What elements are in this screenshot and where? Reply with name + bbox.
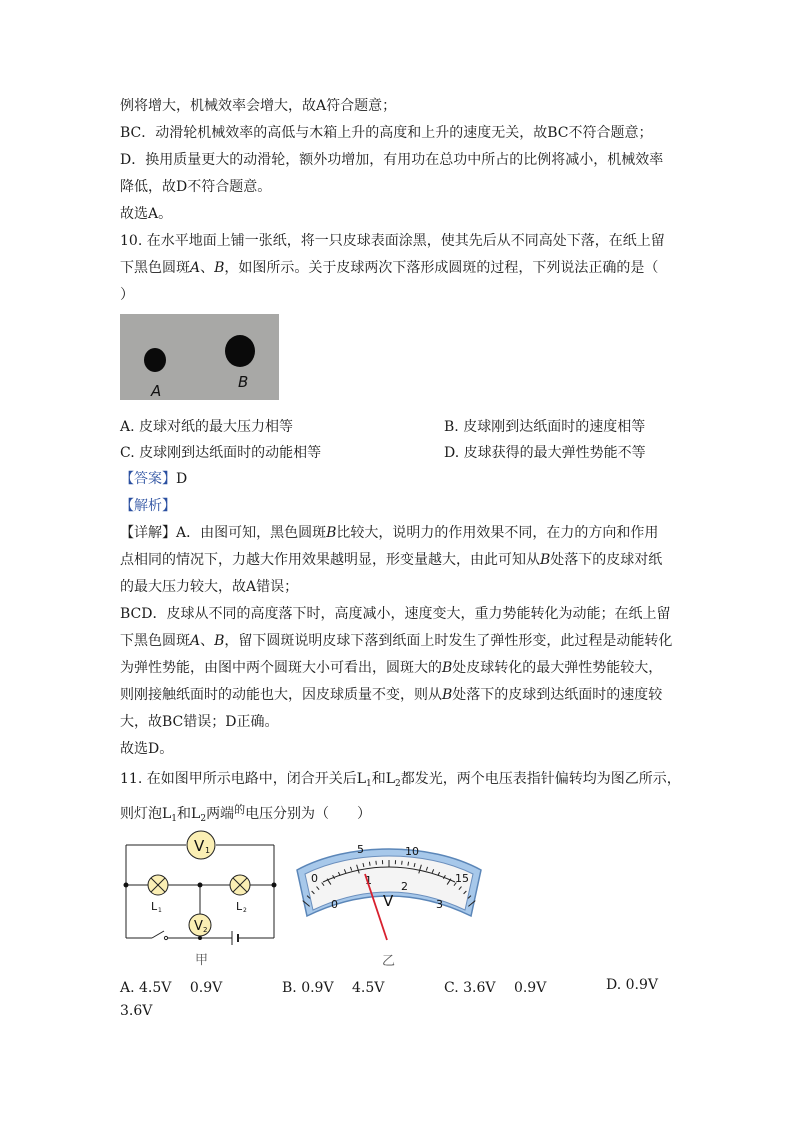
prev-line-3: D．换用质量更大的动滑轮，额外功增加，有用功在总功中所占的比例将减小，机械效率: [120, 152, 664, 168]
spot-a-label: A: [151, 382, 162, 400]
q10-detail-5: 下黑色圆斑A、B，留下圆斑说明皮球下落到纸面上时发生了弹性形变，此过程是动能转化: [120, 633, 673, 649]
lower-tick-0: 0: [331, 898, 338, 911]
spot-b: [225, 335, 255, 367]
svg-text:1: 1: [205, 846, 211, 855]
q11-stem-2: 则灯泡$L_1$和$L_2$两端$^的$电压分别为（ ）: [120, 803, 372, 824]
lamp-l2: [230, 875, 250, 895]
fig-jia-caption: 甲: [195, 953, 209, 968]
q11-option-a[interactable]: A. 4.5V 0.9V: [120, 980, 223, 996]
q10-option-d[interactable]: D. 皮球获得的最大弹性势能不等: [444, 445, 646, 461]
lower-tick-1: 1: [365, 874, 372, 887]
circuit-diagram: [120, 828, 282, 968]
q10-stem-1: 10. 在水平地面上铺一张纸，将一只皮球表面涂黑，使其先后从不同高处下落，在纸上留: [120, 233, 665, 249]
prev-line-2: BC．动滑轮机械效率的高低与木箱上升的高度和上升的速度无关，故BC不符合题意；: [120, 125, 653, 141]
q10-option-a[interactable]: A. 皮球对纸的最大压力相等: [120, 419, 294, 435]
prev-line-1: 例将增大，机械效率会增大，故A符合题意；: [120, 98, 397, 114]
svg-text:L: L: [236, 900, 243, 913]
q10-photo: [120, 314, 279, 400]
q10-detail-6: 为弹性势能，由图中两个圆斑大小可看出，圆斑大的B处皮球转化的最大弹性势能较大，: [120, 660, 663, 676]
q11-option-d-cont: 3.6V: [120, 1003, 153, 1019]
upper-tick-5: 5: [357, 843, 364, 856]
lamp-l1: [148, 875, 168, 895]
q10-detail-1: 【详解】A．由图可知，黑色圆斑B比较大，说明力的作用效果不同，在力的方向和作用: [120, 525, 659, 541]
q10-detail-3: 的最大压力较大，故A错误；: [120, 579, 299, 595]
svg-text:1: 1: [158, 907, 162, 914]
svg-text:V: V: [194, 837, 205, 855]
q10-option-c[interactable]: C. 皮球刚到达纸面时的动能相等: [120, 445, 322, 461]
junction-mid: [198, 883, 203, 888]
q10-stem-3: ）: [120, 287, 134, 303]
upper-tick-15: 15: [455, 872, 469, 885]
q10-detail-2: 点相同的情况下，力越大作用效果越明显，形变量越大，由此可知从B处落下的皮球对纸: [120, 552, 663, 568]
svg-text:2: 2: [203, 926, 208, 934]
lower-tick-2: 2: [401, 880, 408, 893]
dial-tick: [408, 862, 409, 866]
q10-option-b[interactable]: B. 皮球刚到达纸面时的速度相等: [444, 419, 646, 435]
spot-b-label: B: [238, 373, 249, 391]
q11-option-c[interactable]: C. 3.6V 0.9V: [444, 980, 547, 996]
q10-detail-9: 故选D。: [120, 741, 174, 757]
prev-line-4: 降低，故D不符合题意。: [120, 179, 272, 195]
q10-stem-2: 下黑色圆斑A、B，如图所示。关于皮球两次下落形成圆斑的过程，下列说法正确的是（: [120, 260, 659, 276]
junction-left: [124, 883, 129, 888]
q10-detail-8: 大，故BC错误；D正确。: [120, 714, 279, 730]
junction-right: [272, 883, 277, 888]
q10-detail-7: 则刚接触纸面时的动能也大，因皮球质量不变，则从B处落下的皮球到达纸面时的速度较: [120, 687, 663, 703]
prev-line-5: 故选A。: [120, 206, 173, 222]
lower-tick-3: 3: [436, 898, 443, 911]
q11-stem-1: 11. 在如图甲所示电路中，闭合开关后$L_1$和$L_2$都发光，两个电压表指针偏转均为图乙所示，: [120, 771, 681, 789]
meter-unit: V: [383, 892, 394, 910]
q11-option-d[interactable]: D. 0.9V: [606, 977, 659, 993]
q11-option-b[interactable]: B. 0.9V 4.5V: [282, 980, 385, 996]
svg-text:V: V: [194, 919, 203, 934]
svg-text:2: 2: [243, 907, 247, 914]
voltmeter-dial: [293, 822, 485, 972]
spot-a: [144, 348, 166, 372]
q10-answer: 【答案】D: [120, 471, 188, 487]
upper-tick-0: 0: [311, 872, 318, 885]
q10-detail-4: BCD．皮球从不同的高度落下时，高度减小，速度变大，重力势能转化为动能；在纸上留: [120, 606, 671, 622]
svg-text:L: L: [151, 900, 158, 913]
dial-tick: [369, 862, 370, 866]
q10-analysis-tag: 【解析】: [120, 498, 176, 514]
upper-tick-10: 10: [405, 845, 419, 858]
fig-yi-caption: 乙: [382, 954, 396, 969]
